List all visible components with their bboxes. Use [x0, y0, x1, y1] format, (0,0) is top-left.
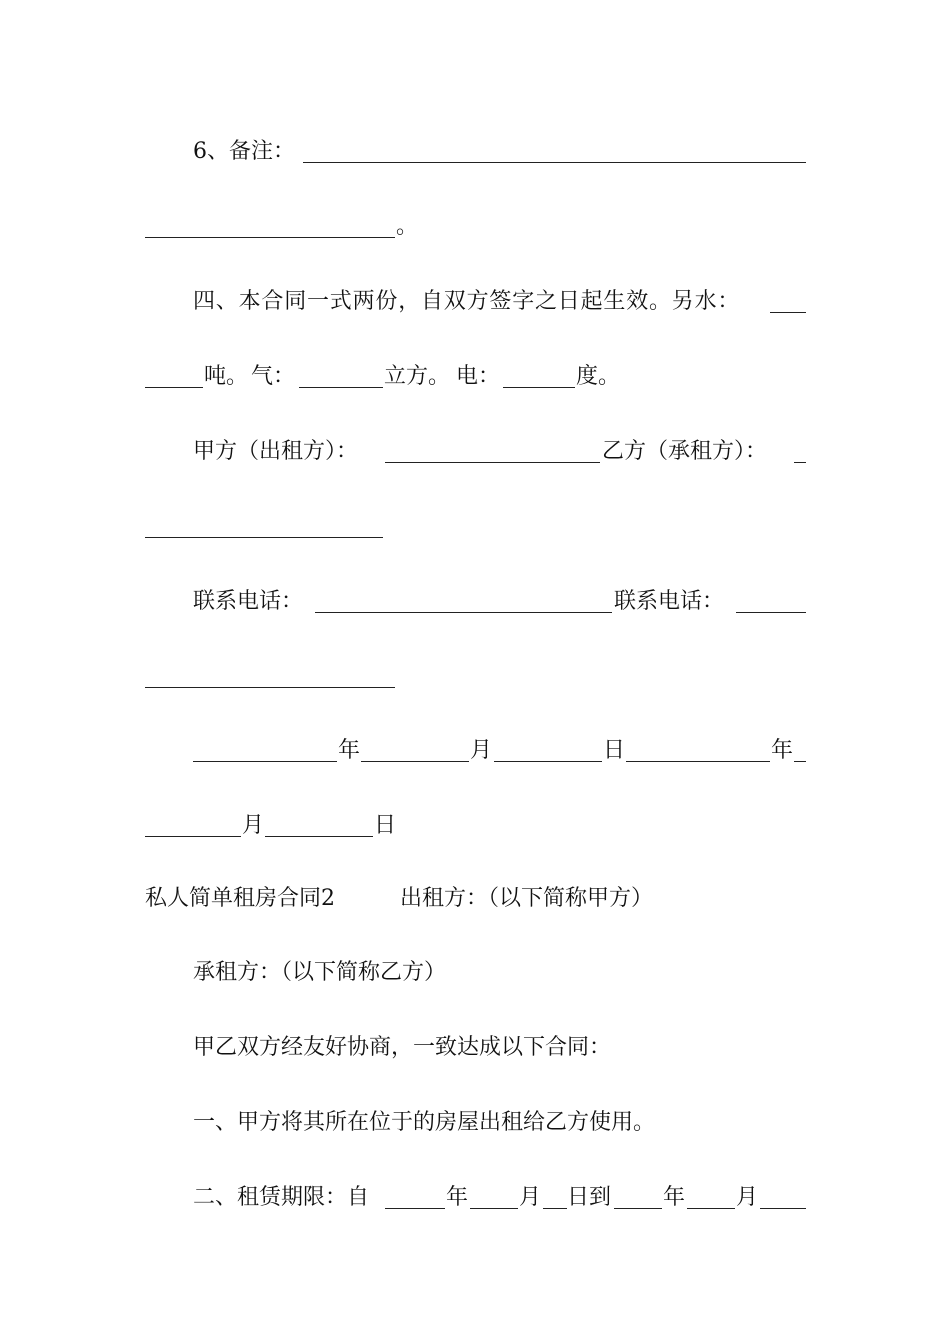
- agreement-text: 甲乙双方经友好协商，一致达成以下合同：: [193, 1035, 612, 1060]
- water-blank-continued: [145, 387, 203, 388]
- unit-ton: 吨。: [204, 364, 249, 389]
- term-year-1-blank: [385, 1208, 445, 1209]
- phone-a-blank: [315, 612, 612, 613]
- party-b-blank-continued: [145, 537, 383, 538]
- remarks-blank-continued: [145, 237, 395, 238]
- term-day-1-blank: [543, 1208, 567, 1209]
- date-1-year-blank: [193, 761, 337, 762]
- term-month-2-blank: [687, 1208, 735, 1209]
- date-1-month-blank: [361, 761, 469, 762]
- utilities-line: [0, 357, 950, 397]
- term-month-2: 月: [736, 1185, 759, 1210]
- clause-1-line: [0, 1103, 950, 1143]
- dates-line: [0, 731, 950, 771]
- contract-2-title: 私人简单租房合同2: [145, 886, 335, 911]
- electricity-label: 电：: [456, 364, 501, 389]
- clause-2-line: [0, 1178, 950, 1218]
- electricity-blank: [503, 387, 575, 388]
- party-a-blank: [385, 462, 600, 463]
- remarks-label: 6、备注：: [193, 139, 295, 164]
- contract-2-heading-line: [0, 879, 950, 919]
- date-2-day-blank: [265, 836, 373, 837]
- lessee-text: 承租方：（以下简称乙方）: [193, 960, 447, 985]
- term-month-1-blank: [470, 1208, 518, 1209]
- gas-label: 气：: [251, 364, 296, 389]
- clause-2-label: 二、租赁期限：自: [193, 1185, 370, 1210]
- party-b-blank: [794, 462, 806, 463]
- term-year-2-blank: [614, 1208, 662, 1209]
- gas-blank: [299, 387, 383, 388]
- term-day-2-blank: [760, 1208, 806, 1209]
- date-2-day: 日: [374, 813, 397, 838]
- remarks-period: 。: [396, 214, 419, 239]
- phone-label-b: 联系电话：: [614, 589, 725, 614]
- phone-b-blank: [736, 612, 806, 613]
- term-month-1: 月: [519, 1185, 542, 1210]
- date-1-month: 月: [470, 738, 493, 763]
- parties-line: [0, 432, 950, 472]
- phone-label-a: 联系电话：: [193, 589, 304, 614]
- term-day-to: 日到: [567, 1185, 612, 1210]
- clause-4-line: [0, 282, 950, 322]
- party-a-label: 甲方（出租方）：: [193, 439, 359, 464]
- date-2-year: 年: [771, 738, 794, 763]
- date-1-year: 年: [338, 738, 361, 763]
- date-1-day-blank: [494, 761, 602, 762]
- date-2-month-blank: [794, 761, 806, 762]
- date-2-month-blank-continued: [145, 836, 241, 837]
- phones-line: [0, 582, 950, 622]
- lessor-text: 出租方：（以下简称甲方）: [400, 886, 654, 911]
- clause-4-text: 四、本合同一式两份，自双方签字之日起生效。另水：: [193, 289, 741, 314]
- date-2-month: 月: [242, 813, 265, 838]
- date-1-day: 日: [603, 738, 626, 763]
- party-b-continuation-line: [0, 507, 950, 547]
- agreement-line: [0, 1028, 950, 1068]
- phone-b-continuation-line: [0, 657, 950, 697]
- remarks-continuation-line: [0, 207, 950, 247]
- clause-1-text: 一、甲方将其所在位于的房屋出租给乙方使用。: [193, 1110, 656, 1135]
- term-year-2: 年: [663, 1185, 686, 1210]
- unit-degree: 度。: [576, 364, 621, 389]
- water-blank: [770, 312, 806, 313]
- dates-continuation-line: [0, 806, 950, 846]
- date-2-year-blank: [626, 761, 770, 762]
- term-year-1: 年: [446, 1185, 469, 1210]
- remarks-blank: [303, 162, 806, 163]
- party-b-label: 乙方（承租方）：: [602, 439, 768, 464]
- remarks-line: [0, 132, 950, 172]
- unit-cubic: 立方。: [384, 364, 451, 389]
- phone-b-blank-continued: [145, 687, 395, 688]
- lessee-line: [0, 953, 950, 993]
